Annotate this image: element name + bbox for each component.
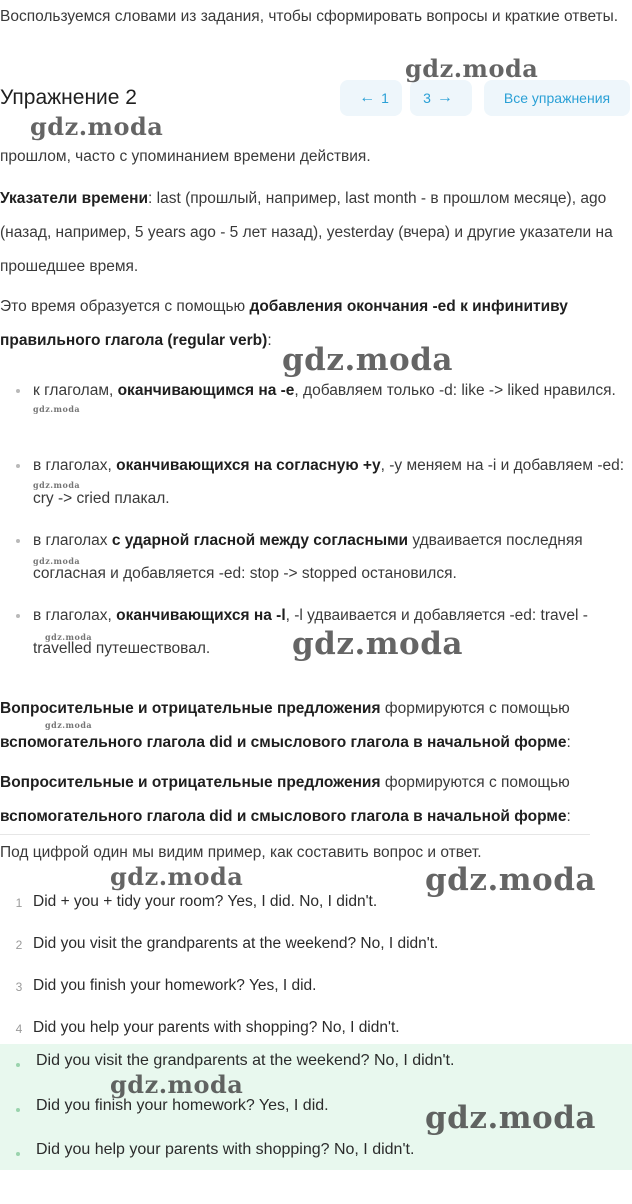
watermark-logo: gdz.moda (425, 862, 596, 898)
rule-bold: оканчивающихся на -l (116, 607, 286, 624)
rule-text: , -l удваивается и добавляется -ed: travel - travelled путешествовал. (33, 607, 588, 657)
watermark-logo: gdz.moda (30, 112, 164, 141)
formation-text: Это время образуется с помощью (0, 298, 250, 315)
question-rule-bold: Вопросительные и отрицательные предложения (0, 774, 381, 791)
intro-paragraph: Воспользуемся словами из задания, чтобы сформировать вопросы и краткие ответы. (0, 8, 619, 25)
prev-exercise-label: 1 (381, 90, 389, 106)
bullet-dot (16, 1108, 20, 1112)
prev-exercise-button[interactable] (340, 80, 402, 116)
arrow-right-icon: → (436, 89, 453, 106)
bullet-dot (16, 1063, 20, 1067)
time-markers-heading: Указатели времени (0, 190, 149, 207)
rule-bold: с ударной гласной между согласными (111, 532, 409, 549)
bullet-dot (16, 539, 20, 543)
time-markers-paragraph (0, 182, 626, 284)
formation-bold: добавления окончания -ed к инфинитиву правильного глагола (regular verb) (0, 298, 568, 349)
exercise-title: Упражнение 2 (0, 86, 137, 109)
rule-text: в глаголах, (33, 607, 117, 624)
question-rule-paragraph (0, 766, 626, 834)
rule-text: к глаголам, (33, 382, 118, 399)
bullet-dot (16, 1152, 20, 1156)
watermark-logo: gdz.moda (425, 1100, 596, 1136)
answer-text: Did you finish your homework? Yes, I did. (33, 977, 317, 994)
next-exercise-label: 3 (423, 90, 431, 106)
watermark-logo: gdz.moda (405, 54, 539, 83)
rule-text: в глаголах (33, 532, 112, 549)
rule-text: удваивается последняя согласная и добавляется -ed: stop -> stopped остановился. (33, 532, 583, 582)
question-rule-bold: вспомогательного глагола did и смыслового глагола в начальной форме (0, 808, 567, 825)
answer-number: 2 (15, 938, 23, 952)
watermark-logo: gdz.moda (45, 720, 93, 730)
time-markers-text: : last (прошлый, например, last month - в прошлом месяце), ago (назад, например, 5 years ago - 5 лет назад), yesterday (вчера) и другие указатели на прошедшее время. (0, 190, 613, 275)
rule-text: в глаголах, (33, 457, 117, 474)
question-rule-end: : (566, 734, 571, 751)
bullet-dot (16, 389, 20, 393)
watermark-logo: gdz.moda (33, 556, 81, 566)
answer-number: 1 (15, 896, 23, 910)
question-rule-text: формируются с помощью (380, 700, 570, 717)
answer-text: Did you help your parents with shopping? No, I didn't. (33, 1019, 400, 1036)
watermark-logo: gdz.moda (292, 626, 463, 662)
example-note: Под цифрой один мы видим пример, как составить вопрос и ответ. (0, 844, 482, 861)
bullet-dot (16, 614, 20, 618)
all-exercises-label: Все упражнения (503, 90, 611, 106)
watermark-logo: gdz.moda (33, 480, 81, 490)
question-rule-bold: вспомогательного глагола did и смыслового глагола в начальной форме (0, 734, 567, 751)
answer-text: Did you visit the grandparents at the weekend? No, I didn't. (33, 935, 439, 952)
watermark-logo: gdz.moda (45, 632, 93, 642)
answer-number: 3 (15, 980, 23, 994)
rule-bold: оканчивающимся на -e (117, 382, 295, 399)
answer-text: Did + you + tidy your room? Yes, I did. No, I didn't. (33, 893, 378, 910)
question-rule-text: формируются с помощью (380, 774, 570, 791)
arrow-left-icon: ← (359, 89, 376, 106)
highlighted-answer-text: Did you help your parents with shopping? No, I didn't. (36, 1141, 415, 1158)
question-rule-bold: Вопросительные и отрицательные предложения (0, 700, 381, 717)
all-exercises-button[interactable] (484, 80, 630, 116)
divider (0, 834, 590, 835)
rule-bold: оканчивающихся на согласную +y (116, 457, 381, 474)
formation-end: : (267, 332, 272, 349)
watermark-logo: gdz.moda (110, 862, 244, 891)
next-exercise-button[interactable] (410, 80, 472, 116)
theory-line: прошлом, часто с упоминанием времени действия. (0, 148, 371, 165)
rule-text: , добавляем только -d: like -> liked нравился. (294, 382, 616, 399)
question-rule-end: : (566, 808, 571, 825)
answer-number: 4 (15, 1022, 23, 1036)
watermark-logo: gdz.moda (110, 1070, 244, 1099)
rule-text: , -y меняем на -i и добавляем -ed: cry -> cried плакал. (33, 457, 625, 507)
watermark-logo: gdz.moda (33, 404, 81, 414)
highlighted-answer-text: Did you visit the grandparents at the weekend? No, I didn't. (36, 1052, 455, 1069)
bullet-dot (16, 464, 20, 468)
watermark-logo: gdz.moda (282, 342, 453, 378)
question-rule-paragraph (0, 692, 626, 760)
highlighted-answer-text: Did you finish your homework? Yes, I did. (36, 1097, 329, 1114)
